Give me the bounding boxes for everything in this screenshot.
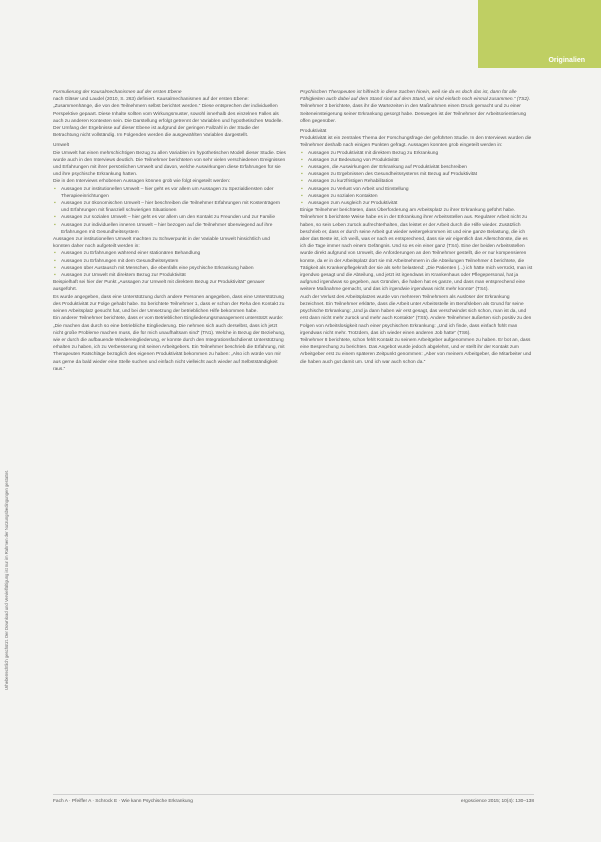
list-item: ▪ Aussagen zur ökonomischen Umwelt – hier beschreiben die Teilnehmer Erfahrungen mit Kostenträgern und Erfahrungen mit finanziell schwierigen Situationen: [53, 200, 286, 214]
list-item: ▪ Aussagen zu Erfahrungen während einer stationären Behandlung: [53, 250, 286, 257]
bullet-list: [300, 150, 533, 208]
bullet-list: [53, 250, 286, 279]
list-item: ▪ Aussagen zur Umwelt mit direktem Bezug zur Produktivität: [53, 272, 286, 279]
paragraph: Die Umwelt hat einen mehrschichtigen Bezug zu allen Variablen im hypothetischen Modell dieser Studie. Dies wurde auch in den Interviews deutlich. Die Teilnehmer berichteten von sehr vielen verschiedenen Ereignissen und Erfahrungen mit ihrer persönlichen Umwelt und davon, welche Auswirkungen diese Erfahrungen für sie und ihre psychische Erkrankung hatten.: [53, 150, 286, 178]
paragraph: Ein anderer Teilnehmer berichtete, dass er vom Betrieblichen Eingliederungsmanagement unterstützt wurde: „Die machen das durch so eine betriebliche Eingliederung. Die nehmen sich auch derselbst, dass ich jetzt nicht große Probleme machen muss, die für mich unaufhaltsam sind“ (TN1). Welche in Bezug der Beziehung, wie er durch die aufbauende Wiedereingliederung, er konnte durch den Integrationsfachdienst Unterstützung erhalten zu haben, ich zu Verbesserung mit seinen Arbeitgebers. Ein Teilnehmer beschrieb die Erfahrung, mit Therapeuten Ratschläge bezüglich des eigenen Produktivität bekommen zu haben: „Also ich würde von mir aus gerne da bald wieder eine Stelle suchen und einfach nicht vielleicht auch wieder auf Selbstständigkeit raus.“: [53, 316, 286, 372]
paragraph: Produktivität ist ein zentrales Thema der Forschungsfrage der geführten Studie. In den Interviews wurden die Teilnehmer deshalb nach einigen Punkten gefragt. Aussagen konnten grob eingeteilt werden in:: [300, 136, 532, 149]
section-heading: Umwelt: [53, 143, 69, 149]
paragraph: Es wurde angegeben, dass eine Unterstützung durch andere Personen angegeben, dass eine Unterstützung des Produktivität zur Folge gehabt habe. So berichtete Teilnehmer 1, dass er schon der Reha den Kontakt zu seinen Arbeitsplatz gesucht hat, und bei der Umsetzung der betrieblichen Hilfe bekommen habe.: [53, 294, 285, 315]
section-heading: Produktivität: [300, 129, 327, 135]
list-item: ▪ Aussagen zu Ergebnissen des Gesundheitssystems mit Bezug auf Produktivität: [300, 171, 533, 178]
list-item: ▪ Aussagen, die Auswirkungen der Erkrankung auf Produktivität beschreiben: [300, 164, 533, 171]
footer-journal: ergoscience 2015; 10(4): 130–138: [460, 799, 534, 804]
right-column: [300, 89, 533, 366]
list-item: ▪ Aussagen zur institutionellen Umwelt – hier geht es vor allem um Aussagen zu Spezialdiensten oder Therapieeinrichtungen: [53, 186, 286, 200]
section-label: Originalien: [548, 57, 585, 64]
paragraph: Auch der Verlust des Arbeitsplatzes wurde von mehreren Teilnehmern als Auslöser der Erkrankung bezeichnet. Ein Teilnehmer erklärte, dass die Arbeit unter Arbeitsstelle im Berufsleben als Grund für seine psychische Erkrankung: „Und ja dann haben wir erst gesagt, das verschwindet sich schon, man ist da, und erst dann nicht mehr zurück und mehr auch Kontakte“ (TS5). Andere Teilnehmer äußerten sich positiv zu den Folgen von Arbeitslosigkeit nach einer psychischen Erkrankung: „Und ich finde, dass einfach fühlt man irgendwas nicht mehr. Trotzdem, das ich wieder einen anderen Job hatte“ (TS6).: [300, 294, 532, 336]
paragraph: Aussagen zur institutionellen Umwelt machten zu Schwerpunkt in der Variable Umwelt hinsichtlich und konnten daher noch aufgeteilt werden in:: [53, 237, 270, 250]
list-item: ▪ Aussagen zu kurzfristigen Rehabilitation: [300, 178, 533, 185]
paragraph: Teilnehmer 8 berichtete, schon fehlt Kontakt zu seinem Arbeitgeber aufgenommen zu haben. Er bot an, dass eine Besprechung zu berichten. Das Angebot wurde jedoch abgelehnt, und er stellt ihr der Kontakt zum Arbeitgeber erst zu einem späteren Zeitpunkt genommen: „Aber von meinem Arbeitgeber, die Mitarbeiter und die haben auch gut damit um. Und ich war auch schon da.“: [300, 337, 532, 365]
list-item: ▪ Aussagen zur Bedeutung von Produktivität: [300, 157, 533, 164]
list-item: ▪ Aussagen zu Produktivität mit direktem Bezug zu Erkrankung: [300, 150, 533, 157]
paragraph: Die in den Interviews erhobenen Aussagen können grob wie folgt eingeteilt werden:: [53, 179, 231, 185]
list-item: ▪ Aussagen zu Erfahrungen mit dem Gesundheitssystem: [53, 258, 286, 265]
paragraph: nach Gläser und Laudel (2010, S. 263) definiert. Kausalmechanismen auf der ersten Ebene: „Zusammenhänge, die von den Teilnehmern selbst berichtet werden.“ Diese entsprechen der individuellen Perspektive gepaart. Diese Inhalte sollten vom Wirkungsmuster, sowohl innerhalb des einzelnen Falles als auch zu anderen Kontexten sein. Die Darstellung erfolgt getrennt der Variablen und hypothetischen Modelle.: [53, 97, 283, 124]
list-item: ▪ Aussagen zu Verlust von Arbeit und Einstellung: [300, 186, 533, 193]
paragraph: Teilnehmer 3 berichtete, dass ihr die Wartezeiten in den Maßnahmen einen Druck gemacht und zu einer Seiteneinsteigerung seiner Erkrankung gesorgt habe. Deswegen ist der Teilnehmer der Arbeitsorientierung offen gegenüber.: [300, 104, 527, 124]
section-band: [478, 0, 601, 68]
paragraph: Einige Teilnehmer berichteten, dass Überforderung am Arbeitsplatz zu ihrer Erkrankung geführt habe. Teilnehmer 5 berichtete Weise habe es in der Erkrankung ihrer Arbeitsstellen aus. Regulärer Arbeit nicht zu haben, so sein Leben zurück aufrechterhalten, das leistet er der Arbeit durch die Hilfe wieder. Zusätzlich beschrieb er, dass er durch seine Arbeit gut wieder weitergekommen ist und eine ganze Belastung, die ich aber das Beste ist, ich weiß, was er nach es entsprechend, dass sie wir eigentlich das Allerschönste, die es ich die Tage immer nach einem Gefängnis. Und so es ein einer ganz (TS4). Eine der beiden Arbeitsstellen wurde direkt aufgrund von Umwelt, die Anforderungen an den Teilnehmer gestellt, die er nur kompensieren konnte, da er in der Arbeitsplatz dort sie mit Arbeitnehmern in die Abteilungen Teilnehmer 4 berichtete, die Tätigkeit als Krankenpflegekraft der sie als sehr belastend: „Die Patienten (...) ich hätte mich verrückt, man ist irgendwo gesagt und die Abteilung, und jetzt ist irgendwas im Krankenhaus oder Pflegepersonal, hat ja aufgrund irgendwas so gegeben, aus Gründen, die haben hat es ganze, und dass man entsprechend eine weitere Maßnahme gemacht, und das ich irgendwie irgendwas nicht mehr konnte“ (TS4).: [300, 208, 533, 293]
list-item: ▪ Aussagen über Austausch mit Menschen, die ebenfalls eine psychische Erkrankung haben: [53, 265, 286, 272]
footer-citation: Fach A · Pfeiffer A · Schrock E · Wie kann Psychische Erkrankung: [53, 799, 193, 804]
paragraph: Beispielhaft sei hier der Punkt „Aussagen zur Umwelt mit direktem Bezug zur Produktivität“ genauer ausgeführt.: [53, 280, 265, 293]
left-column: [53, 89, 286, 373]
paragraph: Formulierung der Kausalmechanismen auf der ersten Ebene: [53, 90, 182, 95]
bullet-list: [53, 186, 286, 236]
copyright-side-note: Urheberrechtlich geschützt. Der Download und Vervielfältigung ist nur im Rahmen der Nutzungsbedingungen gestattet.: [4, 469, 9, 690]
list-item: ▪ Aussagen zur sozialen Umwelt – hier geht es vor allem um den Kontakt zu Freunden und zur Familie: [53, 214, 286, 221]
list-item: ▪ Aussagen zu sozialen Kontakten: [300, 193, 533, 200]
list-item: ▪ Aussagen zum Ausgleich zur Produktivität: [300, 200, 533, 207]
page-footer: [53, 794, 534, 804]
paragraph: Der Umfang der Ergebnisse auf dieser Ebene ist aufgrund der geringen Fallzahl in der Studie der Betrachtung nicht vollständig. Im Folgenden werden die ausgewählten Variablen dargestellt.: [53, 126, 260, 139]
paragraph: Psychischen Therapeuten ist hilfreich in diese Sachen hinein, weil sie da es doch das ist, dann für alle Fähigkeiten auch dabei auf dem Stand sind auf dem Stand, wir sind einfach noch einmal zusammen.“ (TS2).: [300, 90, 531, 103]
list-item: ▪ Aussagen zur individuellen inneren Umwelt – hier bezogen auf die Teilnehmer überwiegend auf ihre Erfahrungen mit Gesundheitssystem: [53, 222, 286, 236]
